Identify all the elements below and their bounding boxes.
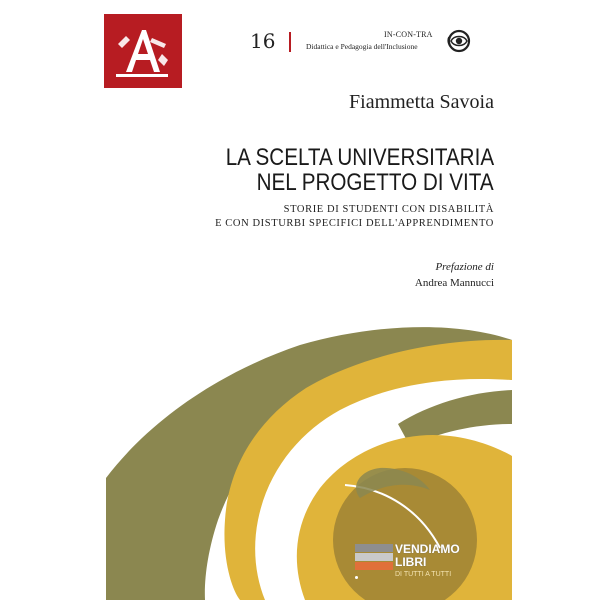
author-name: Fiammetta Savoia (349, 91, 494, 113)
book-subtitle-line-2: E CON DISTURBI SPECIFICI DELL'APPRENDIMENTO (215, 218, 494, 229)
badge-stripe-grey (355, 544, 393, 552)
badge-stripe-light (355, 553, 393, 561)
badge-stripe-orange (355, 562, 393, 570)
preface-author: Andrea Mannucci (414, 277, 494, 289)
series-separator (289, 32, 291, 52)
badge-dot (355, 576, 358, 579)
series-number: 16 (250, 29, 276, 53)
spiral-eye-icon (447, 29, 471, 53)
book-title-line-1: LA SCELTA UNIVERSITARIA (225, 144, 494, 171)
watermark-line-3: DI TUTTI A TUTTI (395, 571, 452, 578)
book-title-line-2: NEL PROGETTO DI VITA (256, 169, 494, 196)
series-name: IN-CON-TRA (384, 30, 433, 39)
watermark-line-1: VENDIAMO (395, 542, 460, 556)
watermark-badge (355, 540, 465, 590)
book-subtitle-line-1: STORIE DI STUDENTI CON DISABILITÀ (283, 204, 494, 215)
preface-label: Prefazione di (435, 261, 494, 273)
publisher-logo (104, 14, 182, 88)
watermark-line-2: LIBRI (395, 555, 427, 569)
series-subtitle: Didattica e Pedagogia dell'Inclusione (306, 42, 418, 51)
